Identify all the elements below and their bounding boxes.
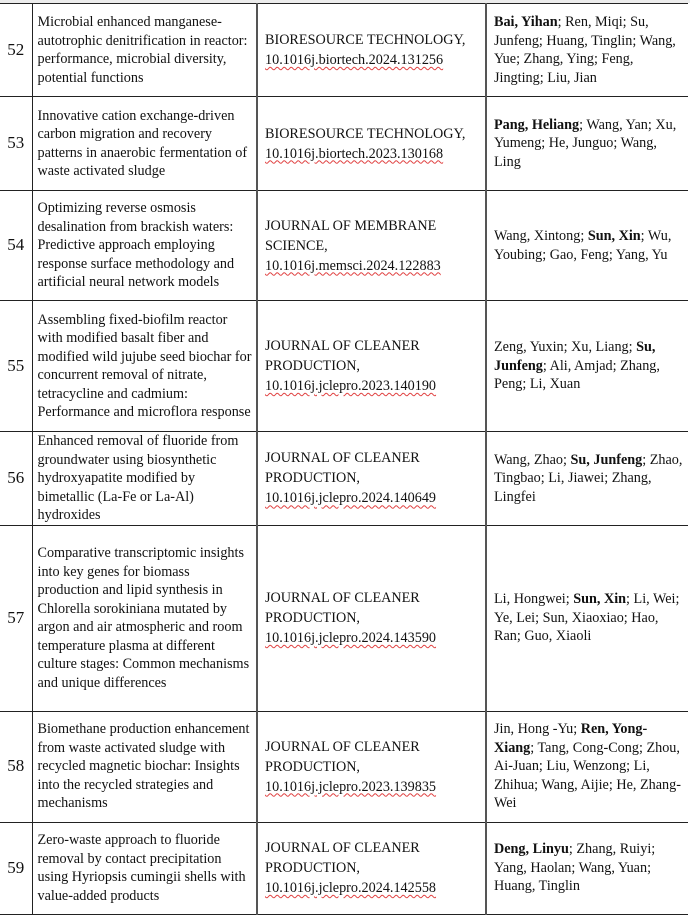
authors-cell xyxy=(486,432,688,526)
table-row xyxy=(0,711,688,822)
highlighted-author: Su, Junfeng xyxy=(494,339,656,374)
doi: 10.1016j.biortech.2023.130168 xyxy=(265,145,444,162)
other-authors: ; Tang, Cong-Cong; Zhou, Ai-Juan; Liu, Wenzong; Li, Zhihua; Wang, Aijie; He, Zhang-Wei xyxy=(494,739,681,812)
paper-title: Assembling fixed-biofilm reactor with modified basalt fiber and modified wild jujube seed biochar for concurrent removal of nitrate, tetracycline and cadmium: Performance and microflora response xyxy=(32,301,257,432)
doi: 10.1016j.biortech.2024.131256 xyxy=(265,52,444,68)
journal-name: JOURNAL OF CLEANER PRODUCTION, xyxy=(265,840,420,876)
authors-cell xyxy=(486,711,688,822)
journal-name: JOURNAL OF CLEANER PRODUCTION, xyxy=(265,738,420,775)
doi: 10.1016j.memsci.2024.122883 xyxy=(265,257,441,274)
row-number: 54 xyxy=(0,191,32,301)
authors-cell xyxy=(486,4,688,97)
other-authors: ; Zhang, Ruiyi; Yang, Haolan; Wang, Yuan; Huang, Tinglin xyxy=(494,841,656,895)
table-row xyxy=(0,301,688,432)
highlighted-author: Pang, Heliang xyxy=(494,116,580,133)
journal-cell xyxy=(257,432,486,526)
doi: 10.1016j.jclepro.2024.140649 xyxy=(265,490,437,507)
journal-cell xyxy=(257,525,486,711)
highlighted-author: Bai, Yihan xyxy=(494,14,558,30)
other-authors: ; Wang, Yan; Xu, Yumeng; He, Junguo; Wang, Ling xyxy=(494,116,677,170)
journal-name: JOURNAL OF CLEANER PRODUCTION, xyxy=(265,590,420,626)
journal-cell xyxy=(257,191,486,301)
paper-title: Zero-waste approach to fluoride removal by contact precipitation using Hyriopsis cumingii shells with value-added products xyxy=(32,822,257,914)
doi: 10.1016j.jclepro.2023.140190 xyxy=(265,378,437,394)
journal-name: BIORESOURCE TECHNOLOGY, xyxy=(265,32,466,48)
authors-cell xyxy=(486,97,688,191)
highlighted-author: Ren, Yong-Xiang xyxy=(494,721,648,756)
journal-name: JOURNAL OF MEMBRANE SCIENCE, xyxy=(265,217,437,254)
authors-cell xyxy=(486,822,688,914)
preceding-authors: Li, Hongwei; xyxy=(494,591,574,608)
row-number: 55 xyxy=(0,301,32,432)
preceding-authors: Zeng, Yuxin; Xu, Liang; xyxy=(494,339,637,356)
authors-cell xyxy=(486,301,688,432)
other-authors: ; Ali, Amjad; Zhang, Peng; Li, Xuan xyxy=(494,357,660,393)
table-row xyxy=(0,97,688,191)
preceding-authors: Jin, Hong -Yu; xyxy=(494,721,581,738)
journal-cell xyxy=(257,711,486,822)
doi: 10.1016j.jclepro.2023.139835 xyxy=(265,778,437,795)
highlighted-author: Deng, Linyu xyxy=(494,841,569,858)
journal-name: JOURNAL OF CLEANER PRODUCTION, xyxy=(265,450,420,487)
table-row xyxy=(0,4,688,97)
journal-cell xyxy=(257,97,486,191)
highlighted-author: Sun, Xin xyxy=(573,591,627,608)
preceding-authors: Wang, Xintong; xyxy=(494,228,588,244)
table-row xyxy=(0,191,688,301)
row-number: 58 xyxy=(0,711,32,822)
row-number: 52 xyxy=(0,4,32,97)
row-number: 57 xyxy=(0,525,32,711)
paper-title: Optimizing reverse osmosis desalination from brackish waters: Predictive approach employing response surface methodology and artificial neural network models xyxy=(32,191,257,301)
preceding-authors: Wang, Zhao; xyxy=(494,451,571,468)
highlighted-author: Sun, Xin xyxy=(587,228,641,244)
table-row xyxy=(0,525,688,711)
paper-title: Enhanced removal of fluoride from groundwater using biosynthetic hydroxyapatite modified by bimetallic (La-Fe or La-Al) hydroxides xyxy=(32,432,257,526)
journal-cell xyxy=(257,822,486,914)
doi: 10.1016j.jclepro.2024.142558 xyxy=(265,880,437,896)
journal-name: BIORESOURCE TECHNOLOGY, xyxy=(265,125,466,142)
publication-table xyxy=(0,3,688,915)
row-number: 59 xyxy=(0,822,32,914)
paper-title: Microbial enhanced manganese-autotrophic denitrification in reactor: performance, microbial diversity, potential functions xyxy=(32,4,257,97)
authors-cell xyxy=(486,191,688,301)
other-authors: ; Zhao, Tingbao; Li, Jiawei; Zhang, Lingfei xyxy=(494,451,683,505)
paper-title: Comparative transcriptomic insights into key genes for biomass production and lipid synthesis in Chlorella sorokiniana mutated by argon and air atmospheric and room temperature plasma at different culture stages: Common mechanisms and unique differences xyxy=(32,525,257,711)
table-row xyxy=(0,822,688,914)
authors-cell xyxy=(486,525,688,711)
journal-name: JOURNAL OF CLEANER PRODUCTION, xyxy=(265,338,420,374)
row-number: 56 xyxy=(0,432,32,526)
row-number: 53 xyxy=(0,97,32,191)
table-row xyxy=(0,432,688,526)
journal-cell xyxy=(257,4,486,97)
journal-cell xyxy=(257,301,486,432)
paper-title: Biomethane production enhancement from waste activated sludge with recycled magnetic biochar: Insights into the recycled strategies and mechanisms xyxy=(32,711,257,822)
paper-title: Innovative cation exchange-driven carbon migration and recovery patterns in anaerobic fermentation of waste activated sludge xyxy=(32,97,257,191)
other-authors: ; Li, Wei; Ye, Lei; Sun, Xiaoxiao; Hao, Ran; Guo, Xiaoli xyxy=(494,591,680,645)
doi: 10.1016j.jclepro.2024.143590 xyxy=(265,630,437,646)
other-authors: ; Ren, Miqi; Su, Junfeng; Huang, Tinglin; Wang, Yue; Zhang, Ying; Feng, Jingting; Liu, Jian xyxy=(494,14,676,86)
highlighted-author: Su, Junfeng xyxy=(570,451,643,468)
other-authors: ; Wu, Youbing; Gao, Feng; Yang, Yu xyxy=(494,228,672,263)
